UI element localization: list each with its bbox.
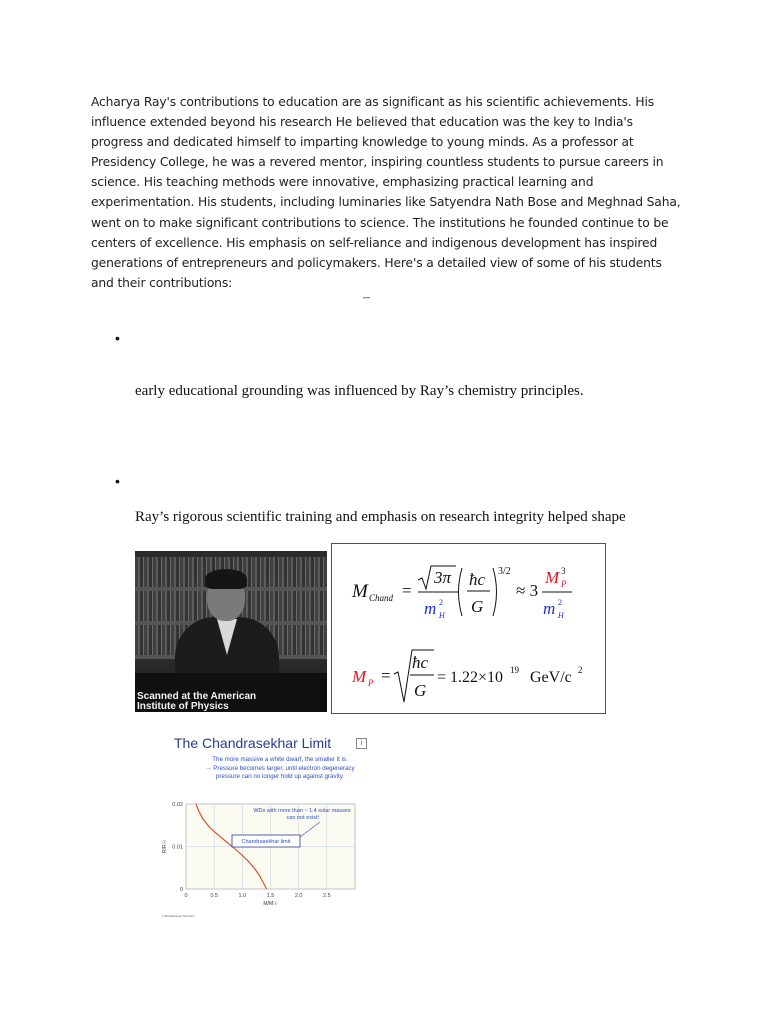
planck-mass-symbol: M: [352, 667, 367, 686]
data-point: [219, 836, 220, 837]
svg-text:H: H: [439, 611, 445, 620]
x-tick-label: 0.5: [210, 893, 218, 899]
planck-mass-value: = 1.22×10: [437, 669, 504, 686]
gravitational-constant: G: [471, 597, 484, 616]
svg-text:2: 2: [578, 665, 583, 675]
data-point: [231, 845, 232, 846]
student-item-1-text: early educational grounding was influenced by Ray’s chemistry principles.: [135, 383, 584, 399]
chart-credit: © Brooks/Cole Thomson: [162, 914, 195, 918]
limit-label: Chandrasekhar limit: [241, 839, 291, 845]
svg-text:19: 19: [510, 665, 519, 675]
m-chand-subscript: Chand: [369, 593, 394, 603]
approx-three: ≈ 3: [516, 581, 539, 600]
exponent-three-halves: 3/2: [498, 566, 511, 577]
svg-text:=: =: [402, 581, 412, 600]
data-point: [203, 818, 204, 819]
chandrasekhar-photo: [135, 551, 327, 712]
sqrt-3pi: 3π: [434, 568, 452, 587]
bullet-marker: •: [115, 330, 120, 346]
svg-text:3: 3: [561, 566, 566, 576]
svg-text:H: H: [558, 611, 564, 620]
svg-text:2: 2: [558, 598, 562, 607]
y-tick-label: 0.01: [172, 844, 183, 851]
data-point: [198, 810, 199, 811]
x-tick-label: 2.0: [294, 893, 303, 899]
chandrasekhar-mass-formula: [331, 543, 606, 714]
x-tick-label: 2.5: [323, 893, 331, 899]
hbar-c: ħc: [469, 570, 486, 589]
x-tick-label: 0: [184, 893, 188, 899]
data-point: [214, 831, 215, 832]
student-item-2-text: Ray’s rigorous scientific training and emphasis on research integrity helped shape: [135, 509, 626, 525]
data-point: [248, 861, 249, 862]
y-tick-label: 0.02: [172, 802, 183, 808]
y-axis-label: R/R☉: [162, 839, 168, 854]
svg-text:P: P: [561, 579, 567, 589]
photo-caption: Scanned at the American Institute of Physics: [137, 691, 257, 712]
data-point: [236, 850, 237, 851]
data-point: [225, 841, 226, 842]
chart-caption-line-1: The more massive a white dwarf, the smaller it is.: [212, 756, 348, 763]
annotation-text: WDs with more than ~ 1.4 solar masses can not exist!: [253, 808, 351, 821]
svg-text:P: P: [368, 678, 374, 688]
data-point: [253, 867, 254, 868]
intro-paragraph: Acharya Ray's contributions to education are as significant as his scientific achievements. His influence extended beyond his research He believed that education was the key to India's progress and dedicated himself to imparting knowledge to young minds. As a professor at Presidency College, he was a revered mentor, inspiring countless students to pursue careers in science. His teaching methods were innovative, emphasizing practical learning and experimentation. His students, including luminaries like Satyendra Nath Bose and Meghnad Saha, went on to make significant contributions to science. The institutions he founded continue to be centers of excellence. His emphasis on self-reliance and indigenous development has inspired generations of entrepreneurs and policymakers. Here's a detailed view of some of his students and their contributions:: [91, 95, 681, 290]
planck-mass-unit: GeV/c: [530, 669, 572, 686]
separator-dash: –: [363, 290, 370, 305]
data-point: [242, 855, 243, 856]
y-tick-label: 0: [179, 887, 183, 893]
chart-caption-line-3: pressure can no longer hold up against gravity.: [215, 773, 345, 780]
chart-caption-line-2: → Pressure becomes larger, until electron degeneracy: [205, 765, 355, 772]
data-point: [263, 883, 264, 884]
chart-title: The Chandrasekhar Limit: [174, 735, 332, 751]
svg-text:G: G: [414, 681, 427, 700]
chandrasekhar-limit-chart: [160, 732, 370, 922]
bullet-marker: •: [115, 473, 120, 489]
info-icon: i: [356, 738, 367, 749]
svg-text:=: =: [381, 666, 391, 685]
x-tick-label: 1.0: [238, 893, 247, 899]
data-point: [266, 889, 267, 890]
svg-text:m: m: [543, 599, 556, 618]
m-h-denominator: m: [424, 599, 437, 618]
svg-text:ħc: ħc: [412, 653, 429, 672]
x-axis-label: M/M☉: [263, 901, 278, 907]
svg-text:2: 2: [439, 598, 443, 607]
data-point: [196, 804, 197, 805]
data-point: [208, 826, 209, 827]
m-chand-symbol: M: [352, 581, 368, 602]
x-tick-label: 1.5: [266, 893, 275, 899]
data-point: [259, 875, 260, 876]
planck-mass-numerator: M: [545, 568, 560, 587]
